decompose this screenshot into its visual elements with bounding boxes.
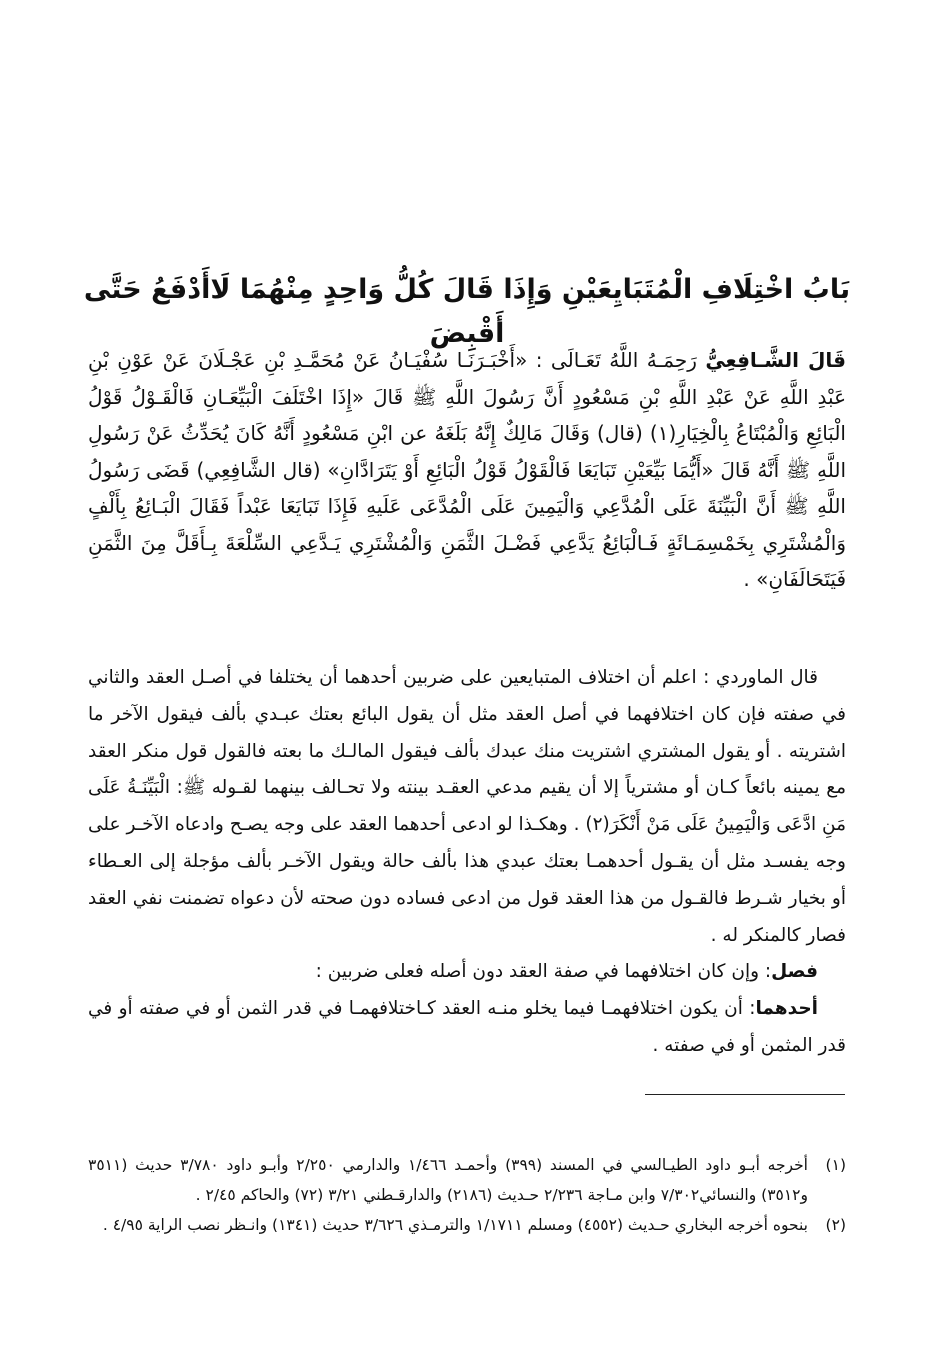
fasl-label: فصل [771, 961, 818, 983]
first-type-paragraph [88, 991, 846, 1065]
matn-block [88, 342, 846, 598]
chapter-title: بَابُ اخْتِلَافِ الْمُتَبَايِعَيْنِ وَإِذَا قَالَ كُلُّ وَاحِدٍ مِنْهُمَا لَاأَدْفَعُ حَتَّى أَقْبِضَ [83, 274, 851, 350]
matn-text: رَحِمَـهُ اللَّهُ تَعَـالَى : «أَخْبَـرَنَـا سُفْيَـانُ عَنْ مُحَمَّـدِ بْنِ عَجْـلَانَ عَنْ عَوْنِ بْنِ عَبْدِ اللَّهِ عَنْ عَبْدِ اللَّهِ بْنِ مَسْعُودٍ أَنَّ رَسُولَ اللَّهِ ﷺ قَالَ «إِذَا اخْتَلَفَ الْبَيِّعَـانِ فَالْقَـوْلُ قَوْلُ الْبَائِعِ وَالْمُبْتَاعُ بِالْخِيَارِ(١) (قال) وَقَالَ مَالِكٌ إِنَّهُ بَلَغَهُ عن ابْنِ مَسْعُودٍ أَنَّهُ كَانَ يُحَدِّثُ عَنْ رَسُولِ اللَّهِ ﷺ أَنَّهُ قَالَ «أَيُّمَا بَيِّعَيْنِ تَبَايَعَا فَالْقَوْلُ قَوْلُ الْبَائِعِ أَوْ يَتَرَادَّانِ» (قال الشَّافِعِي) قَضَى رَسُولُ اللَّهِ ﷺ أَنَّ الْبَيِّنَةَ عَلَى الْمُدَّعِي وَالْيَمِينَ عَلَى الْمُدَّعَى عَلَيهِ فَإِذَا تَبَايَعَا عَبْداً فَقَالَ الْبَـائِعُ بِأَلْفٍ وَالْمُشْتَرِي بِخَمْسِمَـائَةٍ فَـالْبَائِعُ يَدَّعِي فَضْـلَ الثَّمَنِ وَالْمُشْتَرِي يَـدَّعِي السِّلْعَةَ بِـأَقَلَّ مِنَ الثَّمَنِ فَيَتَحَالَفَانِ» . [88, 348, 846, 591]
footnote [88, 1210, 846, 1240]
matn-paragraph [88, 342, 846, 598]
footnote-text: أخرجه أبـو داود الطيـالسي في المسند (٣٩٩) وأحمـد ١/٤٦٦ والدارمي ٢/٢٥٠ وأبـو داود ٣/٧٨٠ حديث (٣٥١١ و٣٥١٢) والنسائي٧/٣٠٢ وابن مـاجة ٢/٢٣٦ حـديث (٢١٨٦) والدارقـطني ٣/٢١ (٧٢) والحاكم ٢/٤٥ . [88, 1156, 808, 1204]
first-type-label: أحدهما [755, 998, 818, 1020]
footnote [88, 1150, 846, 1210]
footnote-number: (١) [825, 1156, 846, 1174]
first-type-text: : أن يكون اختلافهمـا فيما يخلو منـه العقد كـاختلافهمـا في قدر الثمن أو في صفته أو في قدر المثمن أو في صفته . [88, 998, 846, 1056]
footnotes [88, 1150, 846, 1240]
fasl-paragraph [88, 954, 846, 991]
footnote-number: (٢) [825, 1216, 846, 1234]
matn-speaker: قَالَ الشَّـافِعِيُّ [705, 348, 846, 372]
fasl-text: : وإن كان اختلافهما في صفة العقد دون أصله فعلى ضربين : [315, 961, 772, 983]
footnote-text: بنحوه أخرجه البخاري حـديث (٤٥٥٢) ومسلم ١/١٧١١ والترمـذي ٣/٦٢٦ حديث (١٣٤١) وانـظر نصب الراية ٤/٩٥ . [102, 1216, 808, 1234]
footnote-separator [645, 1094, 845, 1095]
commentary-paragraph: قال الماوردي : اعلم أن اختلاف المتبايعين على ضربين أحدهما أن يختلفا في أصـل العقد والثاني في صفته فإن كان اختلافهما في أصل العقد مثل أن يقول البائع بعتك عبـدي بألف فيقول الآخر ما اشتريته . أو يقول المشتري اشتريت منك عبدك بألف فيقول المالـك ما بعته فالقول قول منكر العقد مع يمينه بائعاً كـان أو مشترياً إلا أن يقيم مدعي العقـد بينته ولا تحـالف بينهما لقـوله ﷺ: الْبَيِّنَـةُ عَلَى مَنِ ادَّعَى وَالْيَمِينُ عَلَى مَنْ أَنْكَرَ(٢) . وهكـذا لو ادعى أحدهما العقد على وجه يصـح وادعاه الآخـر على وجه يفسـد مثل أن يقـول أحدهمـا بعتك عبدي هذا بألف حالة ويقول الآخـر بألف مؤجلة إلى العـطاء أو بخيار شـرط فالقـول من هذا العقد قول من ادعى فساده دون صحته لأن دعواه تضمنت نفي العقد فصار كالمنكر له . [88, 667, 846, 946]
commentary-block [88, 660, 846, 1065]
